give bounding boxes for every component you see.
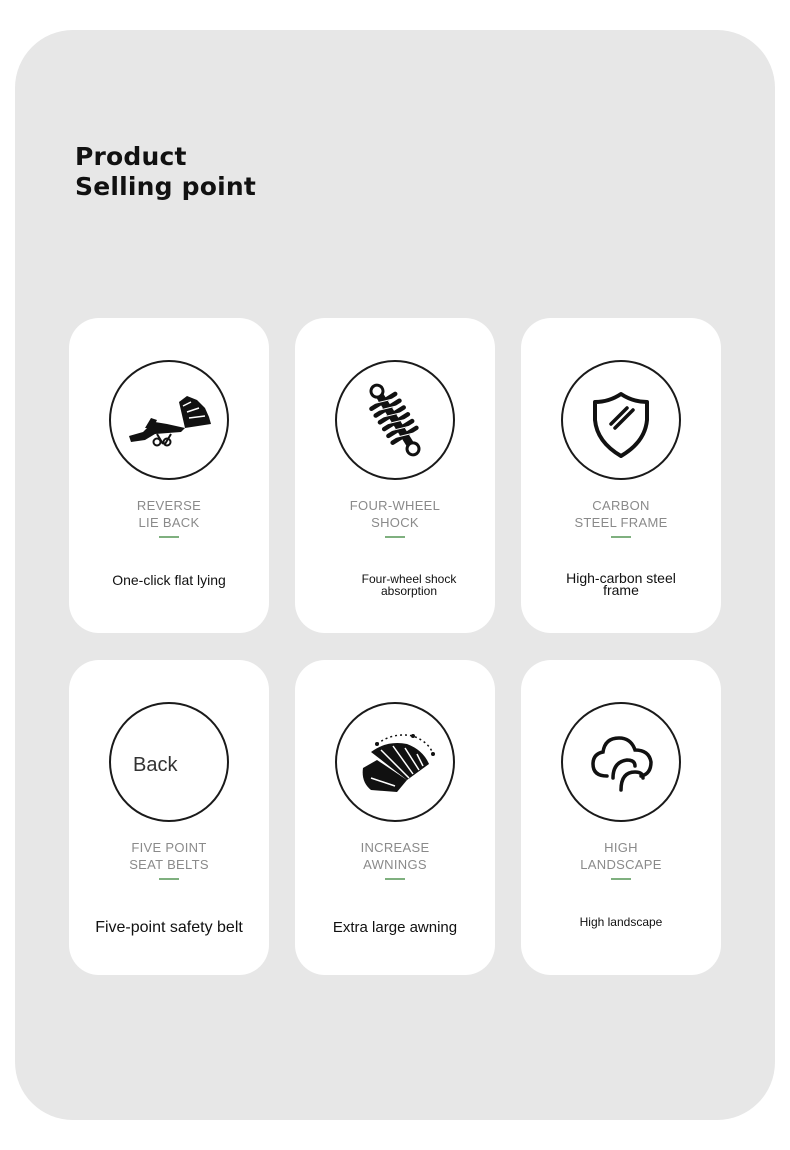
- feature-title-en: REVERSE LIE BACK: [136, 498, 202, 530]
- feature-description: Four-wheel shock absorption: [361, 572, 457, 598]
- feature-title-en: FIVE POINT SEAT BELTS: [129, 840, 209, 872]
- feature-card-reverse-lie-back: [69, 318, 269, 633]
- shock-absorber-icon: [335, 360, 455, 480]
- feature-description: High landscape: [579, 915, 663, 929]
- feature-title-en: FOUR-WHEEL SHOCK: [349, 498, 441, 530]
- feature-title-en: INCREASE AWNINGS: [360, 840, 430, 872]
- seat-belt-icon: [109, 702, 229, 822]
- feature-card-carbon-steel-frame: [521, 318, 721, 633]
- cloud-wind-icon: [561, 702, 681, 822]
- feature-title-en: CARBON STEEL FRAME: [574, 498, 668, 530]
- accent-divider: [159, 878, 179, 880]
- feature-title-en: HIGH LANDSCAPE: [580, 840, 662, 872]
- feature-description: Five-point safety belt: [95, 919, 243, 936]
- accent-divider: [385, 536, 405, 538]
- shield-icon: [561, 360, 681, 480]
- accent-divider: [611, 536, 631, 538]
- title-line-1: Product: [75, 142, 187, 171]
- reclined-stroller-icon: [109, 360, 229, 480]
- seat-belt-icon-label: Back: [133, 754, 178, 776]
- accent-divider: [611, 878, 631, 880]
- feature-description: Extra large awning: [332, 919, 458, 936]
- accent-divider: [385, 878, 405, 880]
- feature-description: One-click flat lying: [112, 572, 226, 588]
- feature-card-high-landscape: [521, 660, 721, 975]
- feature-card-four-wheel-shock: [295, 318, 495, 633]
- feature-card-five-point-seat-belts: [69, 660, 269, 975]
- title-line-2: Selling point: [75, 172, 257, 201]
- accent-divider: [159, 536, 179, 538]
- feature-description: High-carbon steel frame: [566, 570, 676, 598]
- page-title: [75, 142, 256, 202]
- awning-icon: [335, 702, 455, 822]
- feature-card-increase-awnings: [295, 660, 495, 975]
